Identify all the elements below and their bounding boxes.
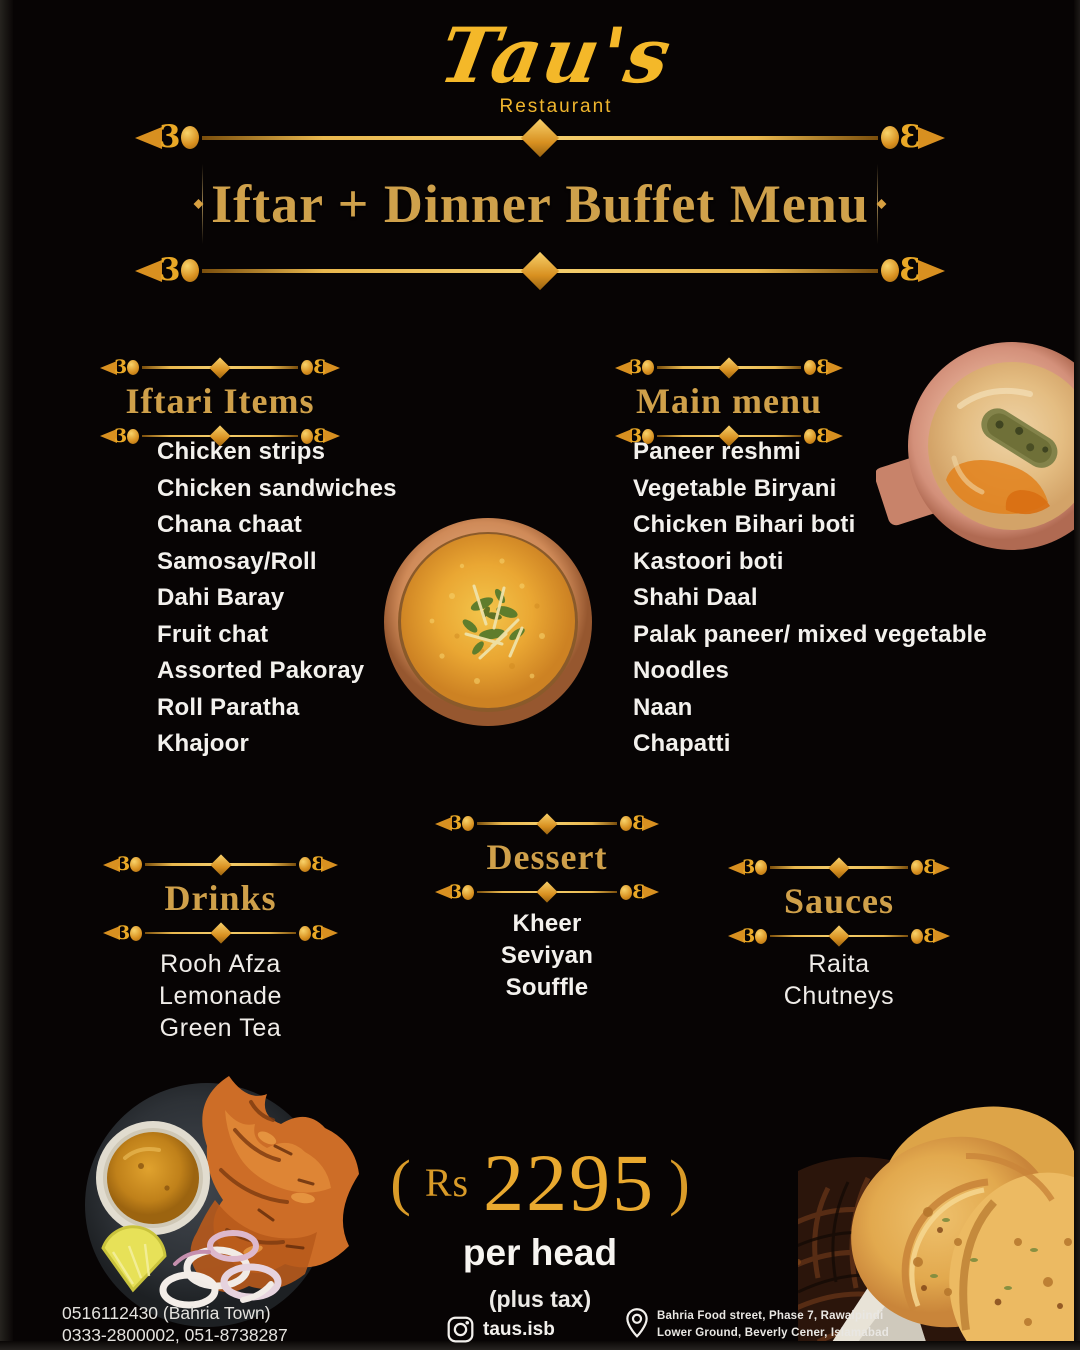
dot-ornament-icon	[181, 126, 199, 149]
menu-item: Lemonade	[159, 982, 282, 1010]
menu-item: Chicken sandwiches	[157, 474, 397, 502]
dot-ornament-icon	[881, 259, 899, 282]
menu-item: Souffle	[505, 974, 589, 1001]
price-row	[295, 1137, 785, 1228]
ornamental-divider-top	[135, 122, 945, 153]
menu-item: Assorted Pakoray	[157, 657, 365, 684]
page-title: Iftar + Dinner Buffet Menu	[211, 174, 869, 234]
instagram-handle: taus.isb	[483, 1318, 555, 1340]
menu-item: Chicken strips	[157, 438, 326, 465]
drinks-header	[103, 855, 338, 943]
dessert-heading: Dessert	[486, 837, 608, 877]
price-open-paren: (	[390, 1149, 411, 1217]
per-head-label: per head	[462, 1232, 618, 1273]
menu-item: Samosay/Roll	[157, 547, 317, 575]
location-pin-icon	[626, 1308, 648, 1338]
arrow-ornament-icon	[918, 127, 945, 149]
price-close-paren: )	[669, 1149, 690, 1217]
price-currency: Rs	[424, 1160, 470, 1205]
arrow-ornament-icon	[135, 260, 162, 282]
arrow-ornament-icon	[918, 260, 945, 282]
brand-name: Tau's	[433, 11, 679, 100]
dot-ornament-icon	[181, 259, 199, 282]
menu-item: Palak paneer/ mixed vegetable	[633, 620, 987, 648]
menu-item: Chana chaat	[157, 511, 302, 538]
main-menu-header	[615, 358, 843, 446]
menu-item: Raita	[808, 950, 870, 978]
menu-item: Roll Paratha	[157, 693, 300, 721]
menu-item: Naan	[633, 693, 693, 721]
drinks-heading: Drinks	[164, 878, 277, 918]
phone-numbers	[62, 1302, 288, 1346]
address-text	[657, 1308, 889, 1342]
arrow-ornament-icon	[135, 127, 162, 149]
menu-item: Kheer	[512, 910, 582, 937]
ornamental-divider	[728, 927, 950, 946]
menu-item: Chutneys	[783, 982, 895, 1010]
scroll-ornament-icon	[899, 122, 921, 153]
menu-item: Noodles	[633, 657, 730, 684]
chicken-platter-photo	[55, 1050, 360, 1328]
main-menu-heading: Main menu	[635, 381, 822, 421]
menu-item: Paneer reshmi	[633, 438, 802, 465]
price-block	[295, 1137, 785, 1313]
ornamental-divider	[435, 883, 659, 902]
ornamental-divider	[615, 358, 843, 377]
poster-edge	[1074, 0, 1080, 1350]
sauces-heading: Sauces	[783, 881, 894, 921]
menu-item: Chicken Bihari boti	[633, 511, 856, 538]
daal-bowl-photo	[382, 516, 594, 728]
ornamental-divider-bottom	[135, 255, 945, 286]
menu-item: Seviyan	[500, 942, 594, 969]
scroll-ornament-icon	[159, 122, 181, 153]
menu-item: Dahi Baray	[157, 584, 285, 611]
address-line-2: Lower Ground, Beverly Cener, Islamabad	[657, 1327, 889, 1339]
rule-line	[202, 269, 879, 273]
instagram-handle-row	[447, 1316, 555, 1343]
diamond-ornament-icon	[521, 118, 559, 156]
iftari-items-list	[157, 440, 397, 769]
ornamental-divider	[100, 358, 340, 377]
plus-tax-note: (plus tax)	[488, 1286, 592, 1312]
instagram-icon	[447, 1316, 474, 1343]
menu-item: Rooh Afza	[160, 950, 281, 978]
curry-pot-photo	[876, 340, 1080, 556]
scroll-ornament-icon	[159, 255, 181, 286]
menu-item: Khajoor	[157, 730, 250, 757]
phone-line-1: 0516112430 (Bahria Town)	[62, 1303, 271, 1323]
menu-item: Vegetable Biryani	[633, 474, 837, 502]
ornamental-divider	[103, 855, 338, 874]
ornamental-divider	[728, 858, 950, 877]
ornamental-divider	[103, 924, 338, 943]
title-banner	[135, 122, 945, 286]
drinks-list	[103, 950, 338, 1049]
iftari-items-header	[100, 358, 340, 446]
menu-item: Fruit chat	[157, 620, 269, 648]
diamond-ornament-icon	[521, 251, 559, 289]
phone-line-2: 0333-2800002, 051-8738287	[62, 1325, 288, 1345]
ornamental-divider	[435, 814, 659, 833]
brand-subtitle: Restaurant	[499, 96, 613, 117]
menu-item: Green Tea	[159, 1014, 282, 1042]
address-row	[626, 1308, 889, 1342]
iftari-items-heading: Iftari Items	[125, 381, 315, 421]
dessert-list	[435, 912, 659, 1008]
poster-edge	[0, 0, 13, 1350]
menu-item: Kastoori boti	[633, 547, 784, 575]
scroll-ornament-icon	[899, 255, 921, 286]
price-amount: 2295	[483, 1137, 656, 1228]
menu-item: Chapatti	[633, 730, 731, 757]
sauces-list	[728, 950, 950, 1017]
dot-ornament-icon	[881, 126, 899, 149]
menu-item: Shahi Daal	[633, 584, 758, 611]
restaurant-logo	[433, 11, 679, 118]
address-line-1: Bahria Food street, Phase 7, Rawalpindi	[657, 1310, 884, 1322]
sauces-header	[728, 858, 950, 946]
dessert-header	[435, 814, 659, 902]
rule-line	[202, 136, 879, 140]
